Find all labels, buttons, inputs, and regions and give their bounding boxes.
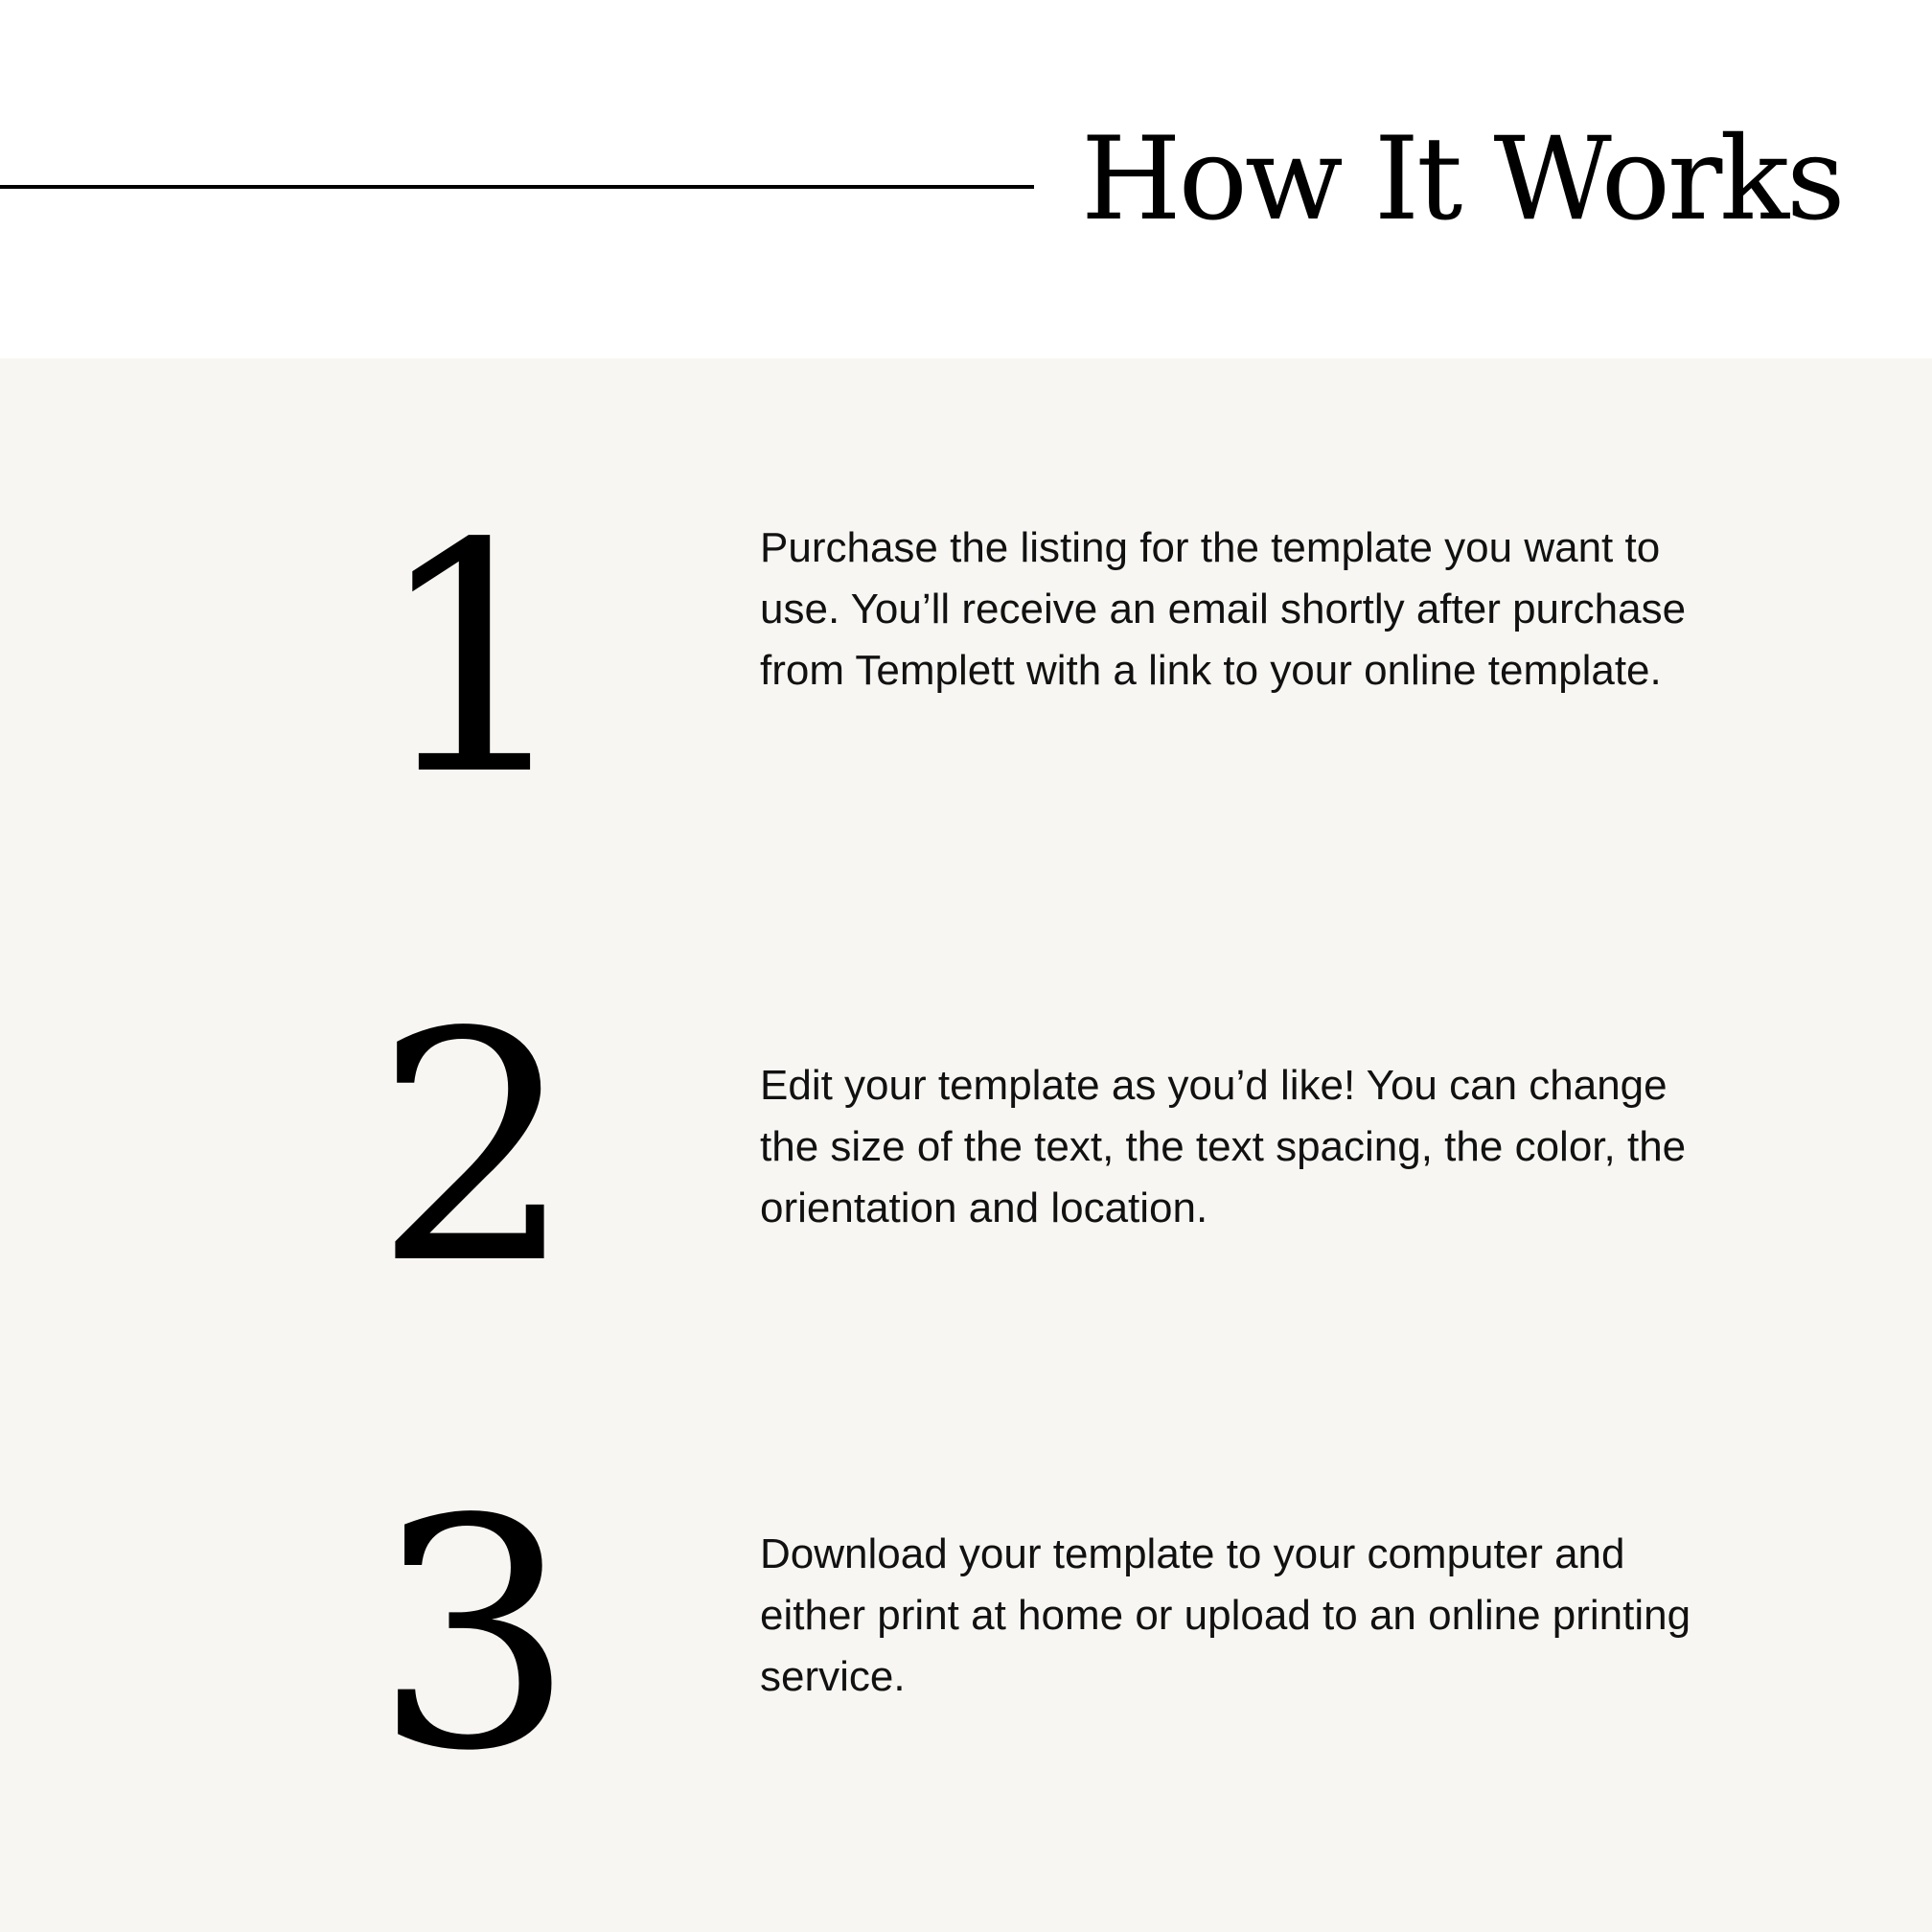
- step-description: Purchase the listing for the template you want to use. You’ll receive an email shortly after purchase from Templett with a link to your online template.: [760, 524, 1687, 694]
- step-number: 2: [374, 965, 575, 1333]
- header-divider-line: [0, 185, 1034, 189]
- header-section: [0, 0, 1932, 358]
- step-description: Edit your template as you’d like! You can change the size of the text, the text spacing, the color, the orientation and location.: [760, 1062, 1687, 1231]
- step-description: Download your template to your computer and either print at home or upload to an online printing service.: [760, 1530, 1691, 1700]
- steps-section: [0, 358, 1932, 1932]
- page-title: How It Works: [1081, 113, 1843, 246]
- step-number: 3: [374, 1452, 575, 1820]
- step-number: 1: [374, 476, 575, 844]
